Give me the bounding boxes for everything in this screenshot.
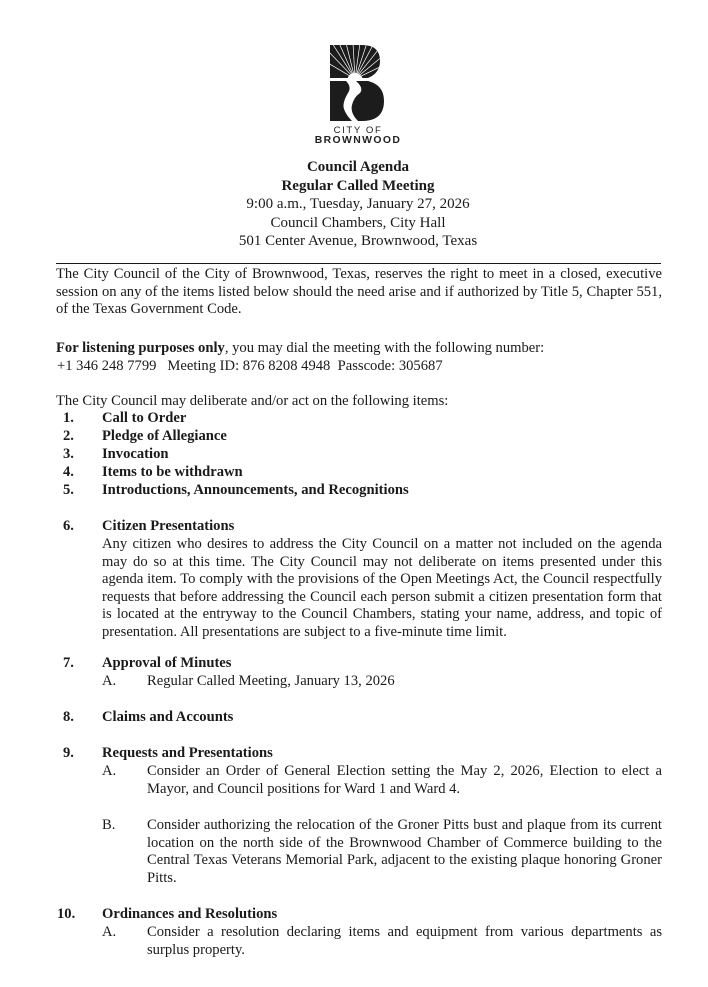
- meeting-address: 501 Center Avenue, Brownwood, Texas: [238, 233, 478, 249]
- listening-info: [56, 340, 662, 375]
- item-title: Claims and Accounts: [102, 709, 234, 725]
- meeting-type: Regular Called Meeting: [281, 177, 435, 194]
- item-number: 6.: [63, 518, 74, 534]
- logo-city-of: CITY OF: [333, 125, 383, 136]
- sub-item-text: Consider an Order of General Election setting the May 2, 2026, Election to elect a Mayor, and Council positions for Ward 1 and Ward 4.: [147, 763, 662, 797]
- header-divider: [56, 263, 661, 264]
- item-number: 7.: [63, 655, 74, 671]
- item-title: Introductions, Announcements, and Recognitions: [102, 482, 409, 498]
- item-number: 9.: [63, 745, 74, 761]
- city-of-brownwood-b-logo-icon: [328, 43, 384, 123]
- item-title: Call to Order: [102, 410, 187, 426]
- sub-item-letter: A.: [102, 924, 117, 940]
- citizen-presentations-description: Any citizen who desires to address the City Council on a matter not included on the agenda may do so at this time. The City Council may not deliberate on items presented under this agenda item. To comply with the provisions of the Open Meetings Act, the Council respectfully requests that before addressing the Council each person submit a citizen presentation form that is located at the entryway to the Council Chambers, stating your name, address, and topic of presentation. All presentations are subject to a five-minute time limit.: [102, 536, 662, 640]
- sub-item-text: Consider authorizing the relocation of the Groner Pitts bust and plaque from its current location on the north side of the Brownwood Chamber of Commerce building to the Central Texas Veterans Memorial Park, adjacent to the existing plaque honoring Groner Pitts.: [147, 817, 662, 886]
- item-title: Ordinances and Resolutions: [102, 906, 278, 922]
- sub-item-text: Consider a resolution declaring items and equipment from various departments as surplus property.: [147, 924, 662, 958]
- meeting-datetime: 9:00 a.m., Tuesday, January 27, 2026: [246, 196, 470, 212]
- sub-item-text: Regular Called Meeting, January 13, 2026: [147, 673, 395, 689]
- item-title: Pledge of Allegiance: [102, 428, 227, 444]
- item-number: 1.: [63, 410, 74, 426]
- item-number: 8.: [63, 709, 74, 725]
- listening-text: , you may dial the meeting with the following number:: [224, 340, 545, 356]
- sub-item-letter: A.: [102, 673, 117, 689]
- meeting-location: Council Chambers, City Hall: [270, 214, 446, 231]
- dial-in-details: +1 346 248 7799 Meeting ID: 876 8208 4948 Passcode: 305687: [57, 357, 443, 374]
- item-number: 3.: [63, 446, 74, 462]
- item-number: 4.: [63, 464, 74, 480]
- logo-brownwood: BROWNWOOD: [314, 135, 402, 146]
- item-number: 5.: [63, 482, 74, 498]
- item-number: 2.: [63, 428, 74, 444]
- agenda-intro: The City Council may deliberate and/or act on the following items:: [56, 393, 449, 409]
- agenda-title: Council Agenda: [306, 159, 410, 175]
- item-title: Approval of Minutes: [102, 655, 232, 671]
- executive-session-notice: The City Council of the City of Brownwood, Texas, reserves the right to meet in a closed, executive session on any of the items listed below should the need arise and if authorized by Title 5, Chapter 551, of the Texas Government Code.: [56, 266, 662, 318]
- item-title: Requests and Presentations: [102, 745, 273, 761]
- sub-item-letter: B.: [102, 817, 116, 833]
- item-title: Items to be withdrawn: [102, 464, 243, 480]
- item-title: Invocation: [102, 446, 169, 462]
- item-number: 10.: [57, 906, 76, 922]
- item-title: Citizen Presentations: [102, 518, 235, 534]
- listening-label: For listening purposes only: [56, 340, 225, 356]
- sub-item-letter: A.: [102, 763, 117, 779]
- agenda-header: [0, 158, 708, 251]
